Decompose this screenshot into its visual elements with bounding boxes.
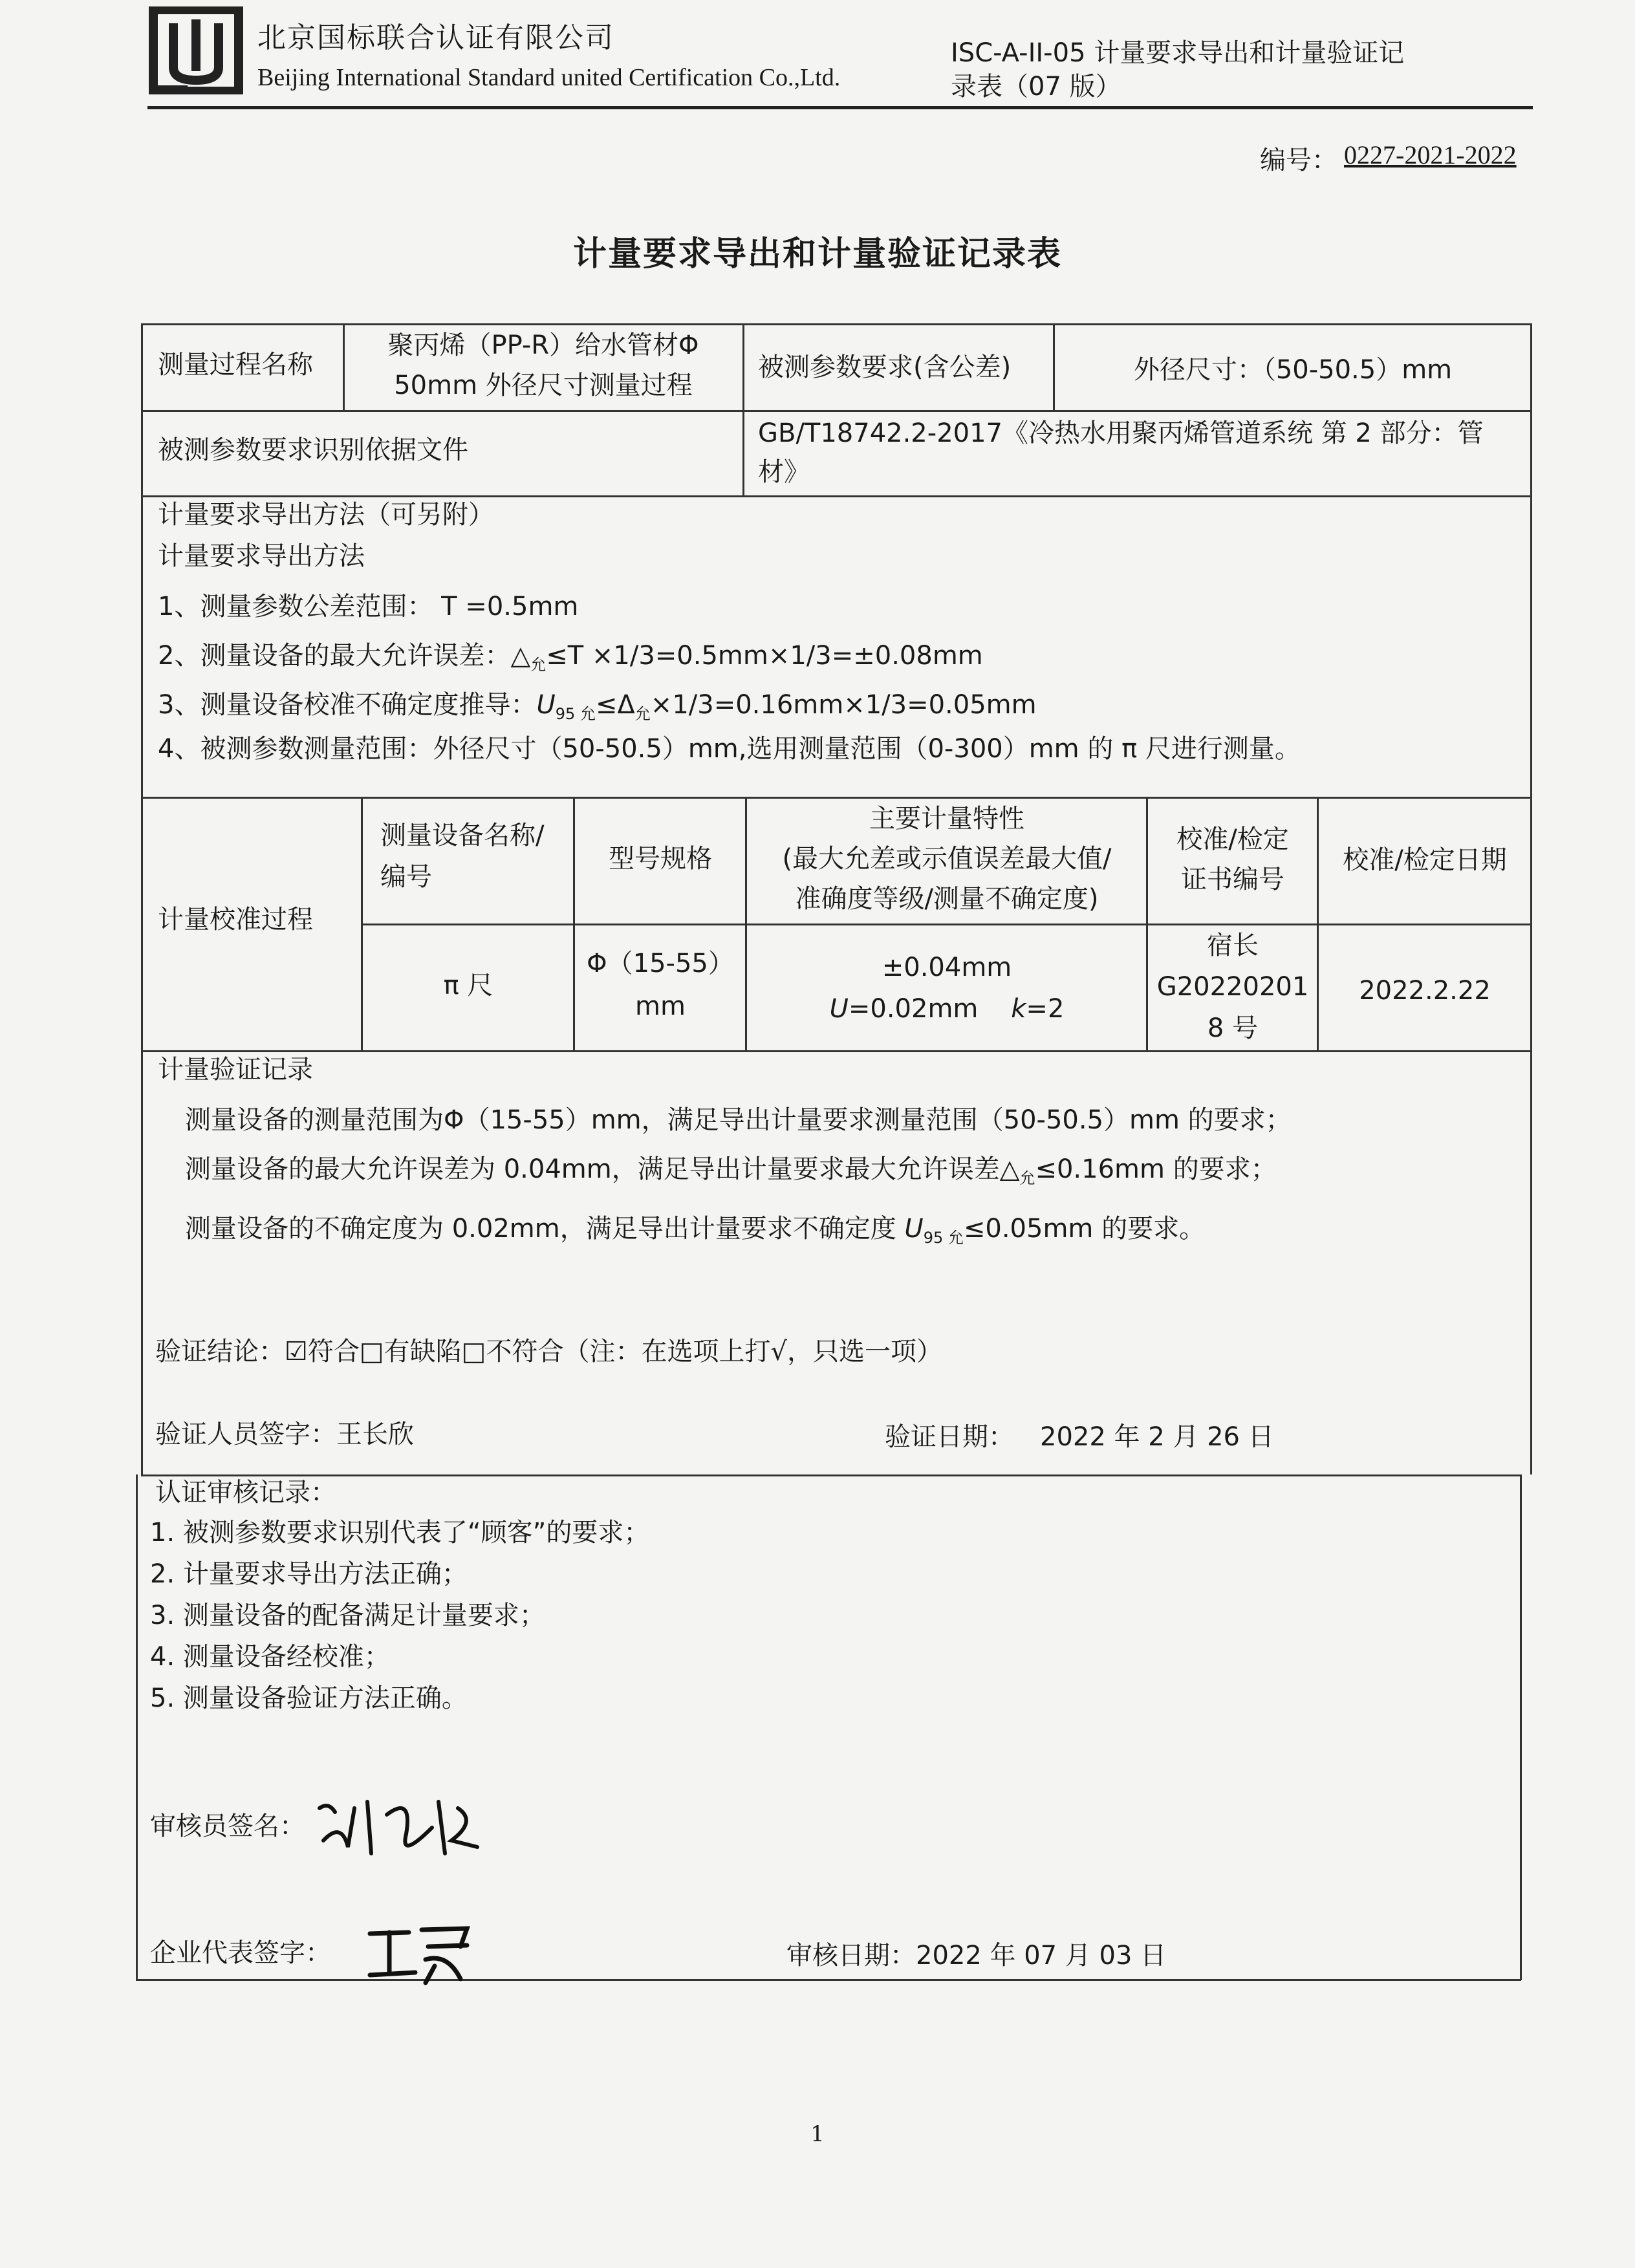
col-model: 型号规格: [609, 844, 712, 874]
company-rep-signature-label: 企业代表签字：: [150, 1938, 331, 1968]
checkbox-conform[interactable]: ☑: [285, 1337, 308, 1366]
auditor-signature-label: 审核员签名：: [150, 1811, 305, 1841]
derivation-item-4: 4、被测参数测量范围：外径尺寸（50-50.5）mm,选用测量范围（0-300）mm 的 π 尺进行测量。: [158, 734, 1301, 764]
company-name-cn: 北京国标联合认证有限公司: [257, 21, 614, 54]
col-device-name-l1: 测量设备名称/: [380, 821, 545, 850]
audit-heading: 认证审核记录：: [155, 1478, 336, 1507]
process-name-label: 测量过程名称: [158, 350, 313, 380]
verification-date-label: 验证日期：: [885, 1422, 1014, 1452]
process-name-line2: 50mm 外径尺寸测量过程: [394, 371, 693, 400]
col-calibration-date: 校准/检定日期: [1343, 845, 1507, 875]
calibration-section-label: 计量校准过程: [158, 905, 313, 934]
page-number: 1: [810, 2121, 825, 2147]
document-code: ISC-A-II-05 计量要求导出和计量验证记: [951, 38, 1405, 68]
derivation-item-1: 1、测量参数公差范围： T =0.5mm: [158, 592, 579, 621]
col-characteristics-l2: (最大允差或示值误差最大值/: [782, 844, 1112, 874]
derivation-heading: 计量要求导出方法（可另附）: [158, 500, 494, 530]
header-divider: [147, 106, 1533, 109]
device-tolerance: ±0.04mm: [882, 953, 1012, 982]
company-name-en: Beijing International Standard united Certification Co.,Ltd.: [257, 64, 841, 91]
calibration-date: 2022.2.22: [1359, 976, 1491, 1006]
audit-date: 审核日期：2022 年 07 月 03 日: [786, 1941, 1167, 1971]
device-name: π 尺: [443, 971, 493, 1000]
audit-item-4: 4. 测量设备经校准；: [150, 1642, 390, 1672]
col-characteristics-l3: 准确度等级/测量不确定度): [795, 884, 1099, 914]
verification-line-3: 测量设备的不确定度为 0.02mm，满足导出计量要求不确定度 $U_{95 允}\le 0.05mm$ 的要求。: [185, 1214, 1206, 1247]
record-number-label: 编号：: [1260, 146, 1337, 175]
document-code-line2: 录表（07 版）: [951, 72, 1121, 102]
conclusion-label: 验证结论：: [155, 1337, 285, 1366]
conclusion-row: 验证结论：☑符合□有缺陷□不符合（注：在选项上打√，只选一项）: [155, 1337, 942, 1366]
audit-item-5: 5. 测量设备验证方法正确。: [150, 1683, 468, 1713]
device-model-l2: mm: [635, 991, 686, 1021]
basis-document-line1: GB/T18742.2-2017《冷热水用聚丙烯管道系统 第 2 部分：管: [758, 418, 1484, 448]
page-title: 计量要求导出和计量验证记录表: [572, 235, 1062, 274]
checkbox-defect[interactable]: □: [359, 1337, 384, 1366]
verification-line-2: 测量设备的最大允许误差为 0.04mm，满足导出计量要求最大允许误差$\triangle_允\le 0.16mm$ 的要求；: [185, 1154, 1277, 1187]
certificate-no-l3: 8 号: [1207, 1013, 1259, 1043]
col-device-name-l2: 编号: [380, 862, 432, 892]
col-certificate-l1: 校准/检定: [1176, 825, 1289, 854]
process-name-line1: 聚丙烯（PP-R）给水管材Φ: [387, 330, 699, 360]
record-number: 0227-2021-2022: [1344, 140, 1517, 169]
verifier-signature-label: 验证人员签字：王长欣: [155, 1420, 414, 1449]
col-characteristics-l1: 主要计量特性: [869, 804, 1024, 834]
company-rep-handwritten-signature: [363, 1921, 473, 1988]
audit-item-3: 3. 测量设备的配备满足计量要求；: [150, 1601, 545, 1630]
derivation-subheading: 计量要求导出方法: [158, 541, 365, 571]
audit-item-1: 1. 被测参数要求识别代表了“顾客”的要求；: [150, 1518, 650, 1548]
company-logo: [147, 5, 244, 96]
audit-item-2: 2. 计量要求导出方法正确；: [150, 1559, 468, 1589]
checkbox-nonconform[interactable]: □: [461, 1337, 486, 1366]
certificate-no-l2: G20220201: [1156, 972, 1309, 1002]
auditor-handwritten-signature: [309, 1782, 490, 1875]
device-model-l1: Φ（15-55）: [587, 949, 734, 978]
derivation-item-3: 3、测量设备校准不确定度推导：$U_{95 允}\le\Delta_允\times 1/3=0.16mm\times 1/3=0.05mm$: [158, 690, 1037, 723]
col-certificate-l2: 证书编号: [1181, 865, 1284, 894]
verification-line-1: 测量设备的测量范围为Φ（15-55）mm，满足导出计量要求测量范围（50-50.5）mm 的要求；: [185, 1105, 1292, 1135]
basis-document-label: 被测参数要求识别依据文件: [158, 435, 468, 465]
param-requirement-label: 被测参数要求(含公差): [758, 352, 1012, 382]
certificate-no-l1: 宿长: [1207, 931, 1259, 960]
derivation-item-2: 2、测量设备的最大允许误差：$\triangle_允\le T \times 1/3=0.5mm\times 1/3=\pm 0.08mm$: [158, 641, 983, 674]
verification-heading: 计量验证记录: [158, 1055, 313, 1085]
verification-date: 2022 年 2 月 26 日: [1040, 1422, 1274, 1452]
param-requirement-value: 外径尺寸：（50-50.5）mm: [1133, 355, 1453, 385]
basis-document-line2: 材》: [758, 457, 810, 487]
device-uncertainty: U=0.02mm k=2: [829, 994, 1065, 1024]
